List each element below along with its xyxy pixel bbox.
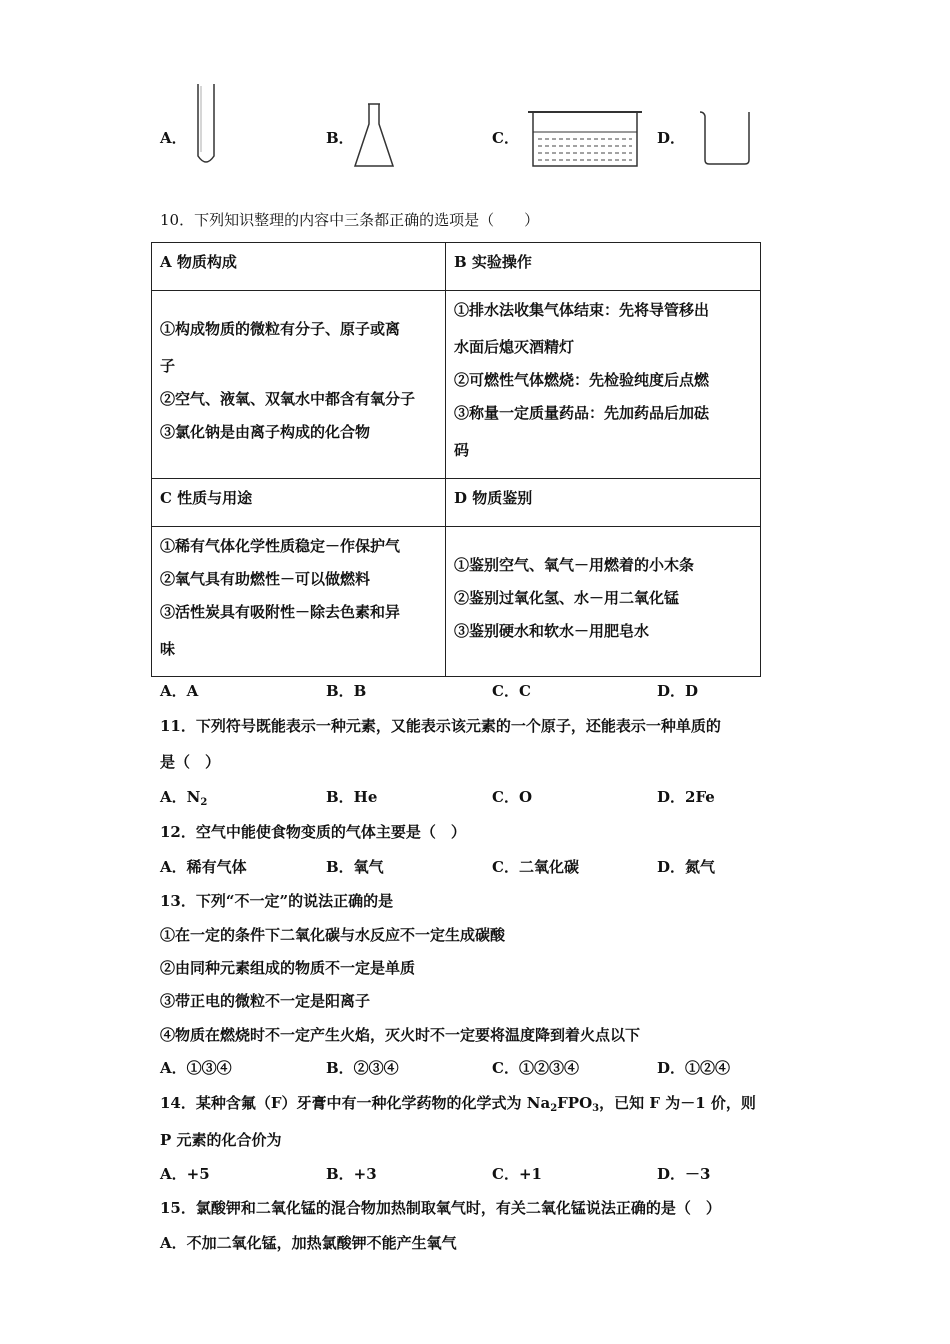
cell-b-header: B 实验操作 xyxy=(454,253,532,271)
cell-line: 子 xyxy=(160,357,176,375)
q10-table xyxy=(151,242,761,677)
q10-option-a[interactable]: A．A xyxy=(160,682,199,700)
table-divider xyxy=(152,290,760,291)
q13-item: ③带正电的微粒不一定是阳离子 xyxy=(160,992,371,1010)
q11-option-a-subscript: 2 xyxy=(200,797,208,808)
q13-item: ②由同种元素组成的物质不一定是单质 xyxy=(160,959,416,977)
cell-d-header: D 物质鉴别 xyxy=(454,489,533,507)
q12-option-b[interactable]: B．氧气 xyxy=(326,858,384,876)
q10-option-b[interactable]: B．B xyxy=(326,682,367,700)
cell-line: ②鉴别过氧化氢、水－用二氧化锰 xyxy=(454,589,680,607)
q14-stem-text: ，已知 F 为－1 价，则 xyxy=(599,1094,756,1112)
table-divider xyxy=(445,243,446,676)
q11-option-d[interactable]: D．2Fe xyxy=(657,788,715,806)
cell-line: ③氯化钠是由离子构成的化合物 xyxy=(160,423,371,441)
q10-option-d[interactable]: D．D xyxy=(657,682,699,700)
q13-item: ①在一定的条件下二氧化碳与水反应不一定生成碳酸 xyxy=(160,926,506,944)
q13-option-b[interactable]: B．②③④ xyxy=(326,1059,399,1077)
cell-line: 码 xyxy=(454,441,470,459)
q12-option-c[interactable]: C．二氧化碳 xyxy=(492,858,579,876)
cell-line: ③称量一定质量药品：先加药品后加砝 xyxy=(454,404,710,422)
q14-option-d[interactable]: D．－3 xyxy=(657,1165,711,1183)
q12-option-a[interactable]: A．稀有气体 xyxy=(160,858,247,876)
q14-option-a[interactable]: A．+5 xyxy=(160,1165,210,1183)
q13-option-c[interactable]: C．①②③④ xyxy=(492,1059,579,1077)
q12-option-d[interactable]: D．氮气 xyxy=(657,858,716,876)
cell-line: ③鉴别硬水和软水－用肥皂水 xyxy=(454,622,650,640)
cell-line: ①鉴别空气、氧气－用燃着的小木条 xyxy=(454,556,695,574)
cell-line: 味 xyxy=(160,640,176,658)
q11-stem-line2: 是（ ） xyxy=(160,753,221,771)
q13-stem: 13．下列“不一定”的说法正确的是 xyxy=(160,892,394,910)
q11-option-a[interactable] xyxy=(160,787,207,813)
q14-stem-text: 14．某种含氟（F）牙膏中有一种化学药物的化学式为 Na xyxy=(160,1094,551,1112)
q14-subscript: 3 xyxy=(592,1103,600,1114)
q9-option-a-label: A． xyxy=(160,129,187,147)
q14-option-c[interactable]: C．+1 xyxy=(492,1165,542,1183)
q9-option-c-label: C． xyxy=(492,129,519,147)
cell-line: ①排水法收集气体结束：先将导管移出 xyxy=(454,301,710,319)
q11-option-a-text: A．N xyxy=(160,788,201,806)
q9-option-b-label: B． xyxy=(326,129,354,147)
cell-line: ②氧气具有助燃性－可以做燃料 xyxy=(160,570,371,588)
cell-line: ②空气、液氧、双氧水中都含有氧分子 xyxy=(160,390,416,408)
q14-stem-text: FPO xyxy=(557,1094,593,1112)
q14-option-b[interactable]: B．+3 xyxy=(326,1165,377,1183)
q11-option-b[interactable]: B．He xyxy=(326,788,378,806)
cell-c-header: C 性质与用途 xyxy=(160,489,253,507)
beaker-icon xyxy=(698,108,756,166)
cell-line: ①构成物质的微粒有分子、原子或离 xyxy=(160,320,401,338)
q13-item: ④物质在燃烧时不一定产生火焰，灭火时不一定要将温度降到着火点以下 xyxy=(160,1026,641,1044)
conical-flask-icon xyxy=(352,102,396,170)
q9-option-d-label: D． xyxy=(657,129,686,147)
test-tube-icon xyxy=(194,82,218,168)
cell-line: 水面后熄灭酒精灯 xyxy=(454,338,575,356)
water-trough-icon xyxy=(528,108,642,170)
q12-stem: 12．空气中能使食物变质的气体主要是（ ） xyxy=(160,823,466,841)
q10-option-c[interactable]: C．C xyxy=(492,682,531,700)
q15-stem: 15．氯酸钾和二氧化锰的混合物加热制取氧气时，有关二氧化锰说法正确的是（ ） xyxy=(160,1199,721,1217)
q10-stem: 10．下列知识整理的内容中三条都正确的选项是（ ） xyxy=(160,211,540,229)
q11-stem-line1: 11．下列符号既能表示一种元素，又能表示该元素的一个原子，还能表示一种单质的 xyxy=(160,717,721,735)
cell-line: ③活性炭具有吸附性－除去色素和异 xyxy=(160,603,401,621)
cell-a-header: A 物质构成 xyxy=(160,253,237,271)
table-divider xyxy=(152,478,760,479)
cell-line: ①稀有气体化学性质稳定－作保护气 xyxy=(160,537,401,555)
q15-option-a[interactable]: A．不加二氧化锰，加热氯酸钾不能产生氧气 xyxy=(160,1234,457,1252)
cell-line: ②可燃性气体燃烧：先检验纯度后点燃 xyxy=(454,371,710,389)
q14-stem-line2: P 元素的化合价为 xyxy=(160,1131,282,1149)
q13-option-d[interactable]: D．①②④ xyxy=(657,1059,731,1077)
q14-stem-line1 xyxy=(160,1093,756,1119)
table-divider xyxy=(152,526,760,527)
q14-subscript: 2 xyxy=(550,1103,558,1114)
q13-option-a[interactable]: A．①③④ xyxy=(160,1059,232,1077)
q11-option-c[interactable]: C．O xyxy=(492,788,533,806)
